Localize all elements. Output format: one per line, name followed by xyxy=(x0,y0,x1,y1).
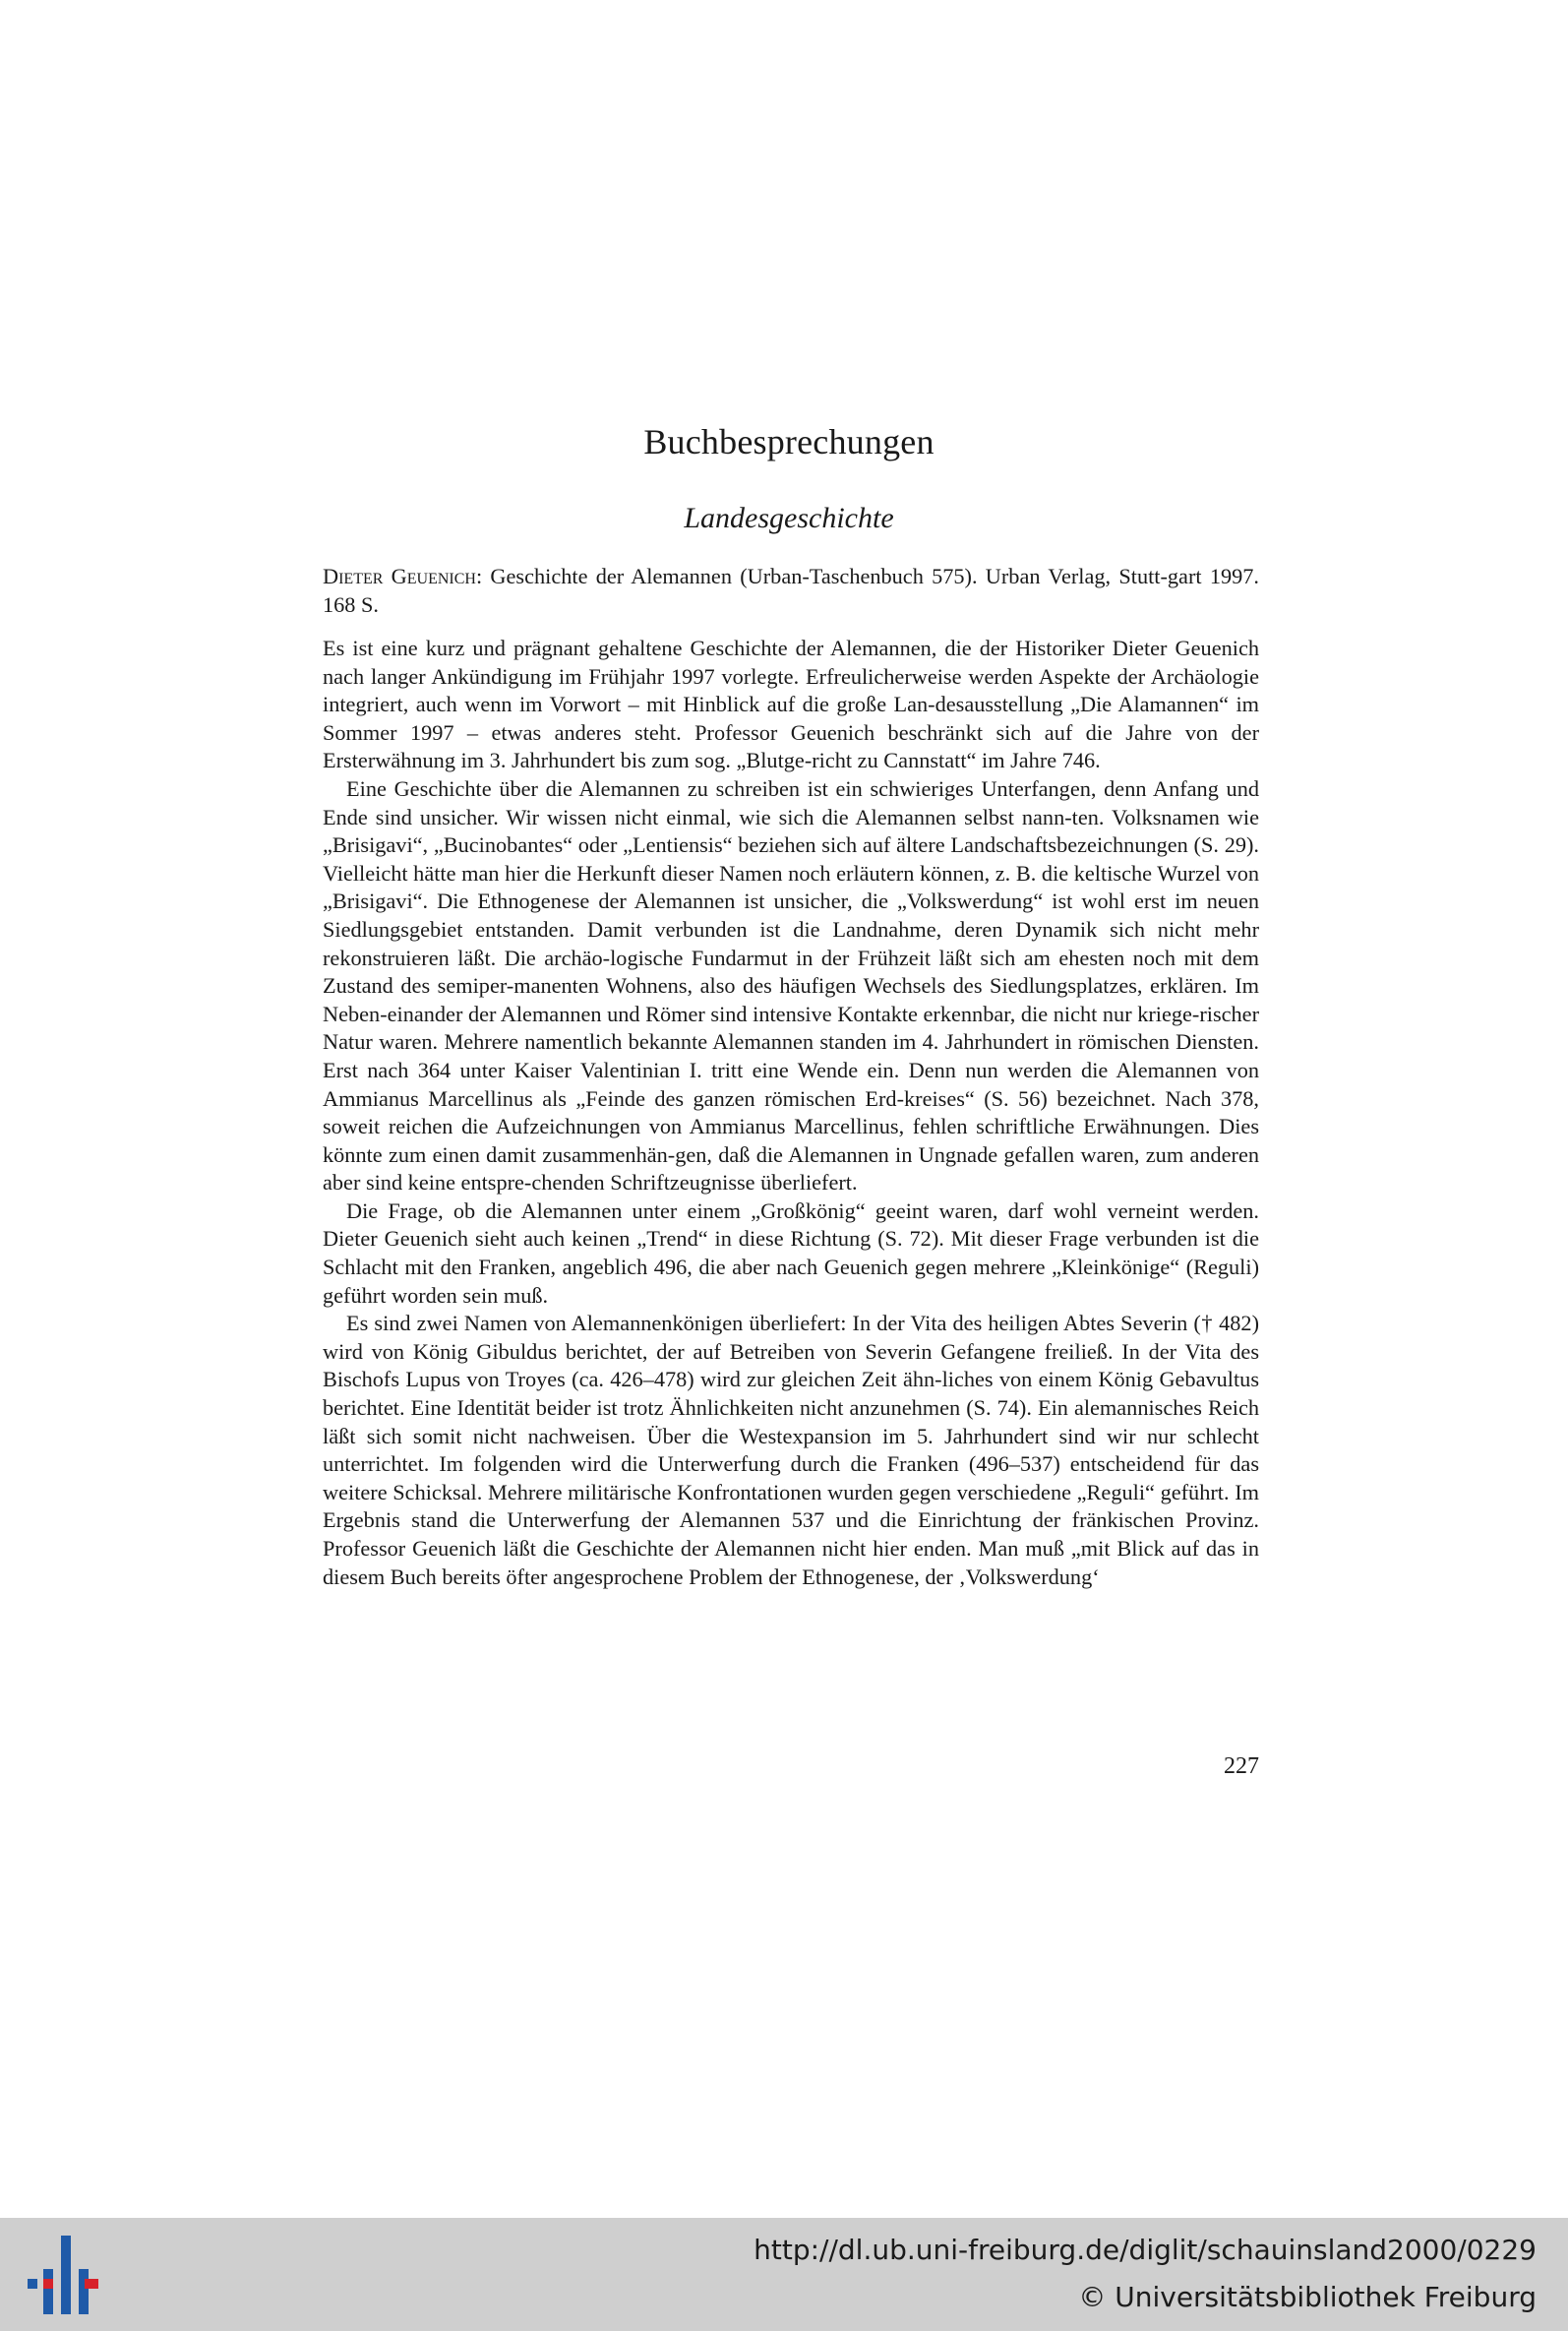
section-title: Buchbesprechungen xyxy=(643,422,935,461)
library-logo-icon xyxy=(22,2236,100,2314)
paragraph: Es ist eine kurz und prägnant gehaltene Geschichte der Alemannen, die der Historiker Dieter Geuenich nach langer Ankündigung im Frühjahr 1997 vorlegte. Erfreulicherweise werden Aspekte der Archäologie integriert, auch wenn im Vorwort – mit Hinblick auf die große Lan-desausstellung „Die Alamannen“ im Sommer 1997 – etwas anderes steht. Professor Geuenich beschränkt sich auf die Jahre von der Ersterwähnung im 3. Jahrhundert bis zum sog. „Blutge-richt zu Cannstatt“ im Jahre 746. xyxy=(323,636,1259,773)
page-number: 227 xyxy=(1224,1753,1259,1779)
review-body xyxy=(323,635,1259,1591)
paragraph: Es sind zwei Namen von Alemannenkönigen überliefert: In der Vita des heiligen Abtes Severin († 482) wird von König Gibuldus berichtet, der auf Betreiben von Severin Gefangene freiließ. In der Vita des Bischofs Lupus von Troyes (ca. 426–478) wird zur gleichen Zeit ähn-liches von einem König Gebavultus berichtet. Eine Identität beider ist trotz Ähnlichkeiten nicht anzunehmen (S. 74). Ein alemannisches Reich läßt sich somit nicht nachweisen. Über die Westexpansion im 5. Jahrhundert sind wir nur schlecht unterrichtet. Im folgenden wird die Unterwerfung durch die Franken (496–537) entscheidend für das weitere Schicksal. Mehrere militärische Konfrontationen wurden gegen verschiedene „Reguli“ geführt. Im Ergebnis stand die Unterwerfung der Alemannen 537 und die Einrichtung der fränkischen Provinz. Professor Geuenich läßt die Geschichte der Alemannen nicht hier enden. Man muß „mit Blick auf das in diesem Buch bereits öfter angesprochene Problem der Ethnogenese, der ‚Volkswerdung‘ xyxy=(323,1311,1259,1589)
footer-copyright: © Universitätsbibliothek Freiburg xyxy=(1078,2281,1537,2313)
paragraph: Eine Geschichte über die Alemannen zu schreiben ist ein schwieriges Unterfangen, denn Anfang und Ende sind unsicher. Wir wissen nicht einmal, wie sich die Alemannen selbst nann-ten. Volksnamen wie „Brisigavi“, „Bucinobantes“ oder „Lentiensis“ beziehen sich auf ältere Landschaftsbezeichnungen (S. 29). Vielleicht hätte man hier die Herkunft dieser Namen noch erläutern können, z. B. die keltische Wurzel von „Brisigavi“. Die Ethnogenese der Alemannen ist unsicher, die „Volkswerdung“ ist wohl erst im neuen Siedlungsgebiet entstanden. Damit verbunden ist die Landnahme, deren Dynamik sich nicht mehr rekonstruieren läßt. Die archäo-logische Fundarmut in der Frühzeit läßt sich am ehesten noch mit dem Zustand des semiper-manenten Wohnens, also des häufigen Wechsels des Siedlungsplatzes, erklären. Im Neben-einander der Alemannen und Römer sind intensive Kontakte erkennbar, die nicht nur kriege-rischer Natur waren. Mehrere namentlich bekannte Alemannen standen im 4. Jahrhundert in römischen Diensten. Erst nach 364 unter Kaiser Valentinian I. tritt eine Wende ein. Denn nun werden die Alemannen von Ammianus Marcellinus als „Feinde des ganzen römischen Erd-kreises“ (S. 56) bezeichnet. Nach 378, soweit reichen die Aufzeichnungen von Ammianus Marcellinus, fehlen schriftliche Erwähnungen. Dies könnte zum einen damit zusammenhän-gen, daß die Alemannen in Ungnade gefallen waren, zum anderen aber sind keine entspre-chenden Schriftzeugnisse überliefert. xyxy=(323,775,1259,1196)
citation-details: : Geschichte der Alemannen (Urban-Taschenbuch 575). Urban Verlag, Stutt-gart 1997. 168 S. xyxy=(323,564,1259,617)
citation-author: Dieter Geuenich xyxy=(323,564,476,588)
section-subtitle: Landesgeschichte xyxy=(684,502,894,534)
book-citation xyxy=(323,563,1259,619)
footer-bar xyxy=(0,2218,1568,2331)
footer-url-link[interactable]: http://dl.ub.uni-freiburg.de/diglit/schauinsland2000/0229 xyxy=(754,2234,1537,2266)
paragraph: Die Frage, ob die Alemannen unter einem „Großkönig“ geeint waren, darf wohl verneint werden. Dieter Geuenich sieht auch keinen „Trend“ in diese Richtung (S. 72). Mit dieser Frage verbunden ist die Schlacht mit den Franken, angeblich 496, die aber nach Geuenich gegen mehrere „Kleinkönige“ (Reguli) geführt worden sein muß. xyxy=(323,1197,1259,1308)
